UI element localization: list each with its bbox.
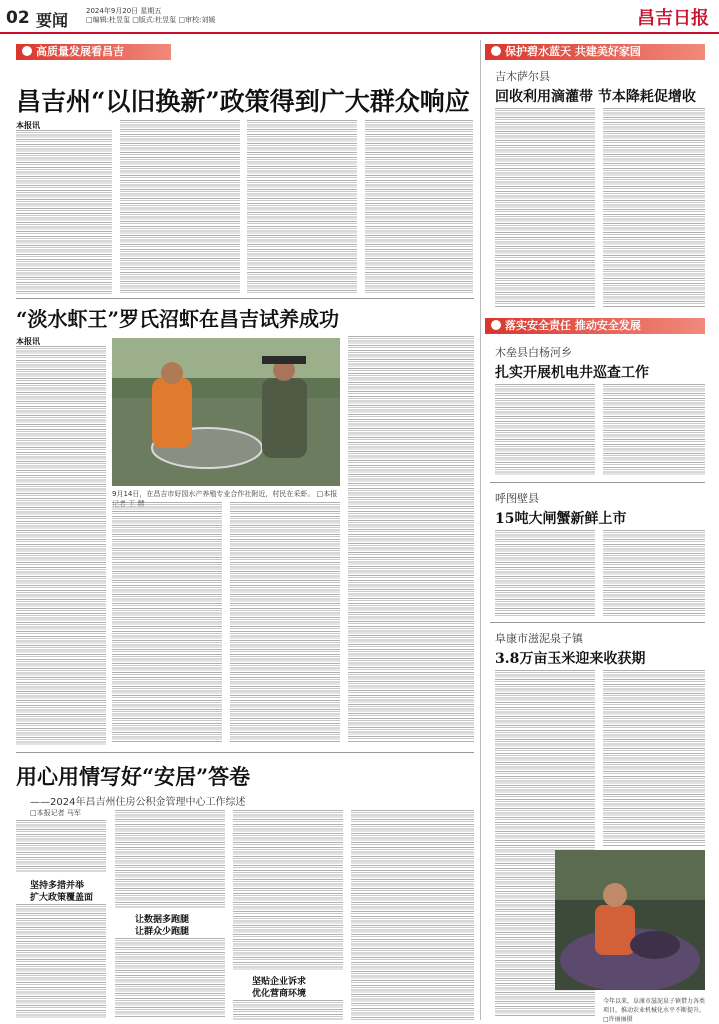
banner-label: 高质量发展看昌吉	[36, 45, 124, 58]
article3-col1b	[16, 904, 106, 1019]
rule	[490, 482, 705, 483]
section-title: 要闻	[36, 11, 69, 30]
banner-label: 保护碧水蓝天 共建美好家园	[505, 45, 641, 58]
r1-location: 吉木萨尔县	[495, 70, 550, 83]
page-number: 02	[6, 8, 30, 28]
article3-col4	[351, 810, 474, 1020]
article2-byline: 本报讯	[16, 337, 40, 346]
r1-col2	[603, 108, 705, 308]
editors: □编辑:杜昱玺 □版式:杜昱玺 □审校:刘媛	[86, 16, 216, 24]
subhead-3: 坚贴企业诉求	[252, 977, 307, 987]
article1-byline: 本报讯	[16, 121, 40, 130]
r1-headline: 回收利用滴灌带 节本降耗促增收	[495, 89, 696, 105]
article3-byline: □本报记者 马军	[30, 809, 81, 817]
r3-location: 呼图壁县	[495, 492, 539, 505]
photo-credit: □许丽丽摄	[603, 1016, 633, 1023]
subhead-2: 让数据多跑腿	[135, 915, 190, 925]
column-divider	[480, 40, 481, 1020]
r4-caption	[603, 996, 705, 1023]
r3-headline: 15吨大闸蟹新鲜上市	[495, 511, 627, 527]
date: 2024年9月20日 星期五	[86, 7, 162, 15]
rule	[16, 752, 474, 753]
article2-headline: “淡水虾王”罗氏沼虾在昌吉试养成功	[16, 307, 340, 331]
section-banner-left	[16, 44, 171, 60]
shrimp-photo	[112, 338, 340, 486]
r4-location: 阜康市滋泥泉子镇	[495, 632, 583, 645]
article3-subtitle: ——2024年昌吉州住房公积金管理中心工作综述	[30, 797, 246, 808]
r2-location: 木垒县白杨河乡	[495, 346, 572, 359]
article1-col1	[16, 130, 112, 295]
newspaper-logo: 昌吉日报	[637, 8, 709, 29]
article1-headline: 昌吉州“以旧换新”政策得到广大群众响应	[16, 87, 470, 116]
subhead-1b: 扩大政策覆盖面	[30, 893, 94, 903]
corn-photo	[555, 850, 705, 990]
rule	[16, 298, 474, 299]
photo-credit: □本报	[316, 490, 338, 498]
caption-text: 9月14日，在昌吉市好园水产养殖专业合作社附近，村民在采虾。	[112, 490, 315, 498]
article1-col4	[365, 120, 473, 295]
banner-dot-icon	[491, 320, 501, 330]
r2-col1	[495, 384, 595, 476]
caption-text: 今年以来，阜康市滋泥泉子镇借力各类项目，推动农业机械化水平不断提升。	[603, 998, 706, 1014]
r2-col2	[603, 384, 705, 476]
article1-col3	[247, 120, 357, 295]
article3-col1a	[16, 820, 106, 872]
article1-col2	[120, 120, 240, 295]
r4-headline: 3.8万亩玉米迎来收获期	[495, 651, 646, 667]
header-rule	[0, 32, 719, 34]
banner-dot-icon	[491, 46, 501, 56]
article2-col3	[230, 502, 340, 742]
banner-label: 落实安全责任 推动安全发展	[505, 319, 641, 332]
r1-col1	[495, 108, 595, 308]
article3-col3a	[233, 810, 343, 970]
article3-col2b	[115, 938, 225, 1018]
article3-headline: 用心用情写好“安居”答卷	[16, 764, 251, 789]
article2-col4	[348, 336, 474, 742]
section-banner-right1	[485, 44, 705, 60]
r2-headline: 扎实开展机电井巡查工作	[495, 365, 649, 381]
article3-col2a	[115, 810, 225, 908]
r4-col2	[603, 670, 705, 846]
article2-col1	[16, 346, 106, 746]
section-banner-right2	[485, 318, 705, 334]
r3-col1	[495, 530, 595, 616]
dateline	[86, 7, 246, 25]
rule	[490, 622, 705, 623]
r3-col2	[603, 530, 705, 616]
subhead-3b: 优化营商环境	[252, 989, 307, 999]
article2-col2	[112, 502, 222, 742]
banner-dot-icon	[22, 46, 32, 56]
subhead-1: 坚持多措并举	[30, 881, 85, 891]
subhead-2b: 让群众少跑腿	[135, 927, 190, 937]
article3-col3b	[233, 1000, 343, 1020]
